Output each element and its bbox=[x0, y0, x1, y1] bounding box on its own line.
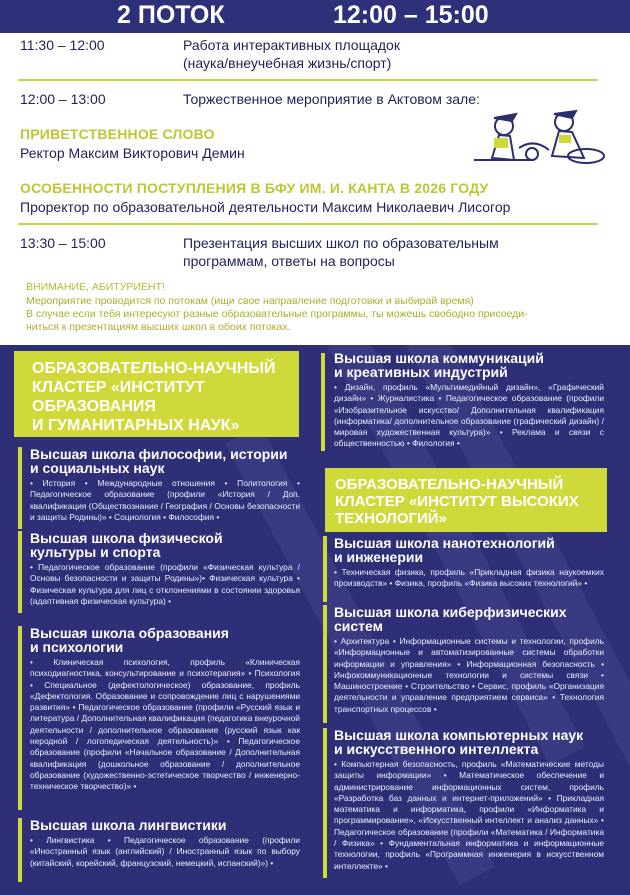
accent-bar bbox=[323, 728, 327, 878]
notice-line-1: Мероприятие проводится по потокам (ищи свое направление подготовки и выбирай время) bbox=[26, 295, 474, 307]
school-title: и искусственного интеллекта bbox=[334, 741, 539, 757]
schedule-text-3a: Презентация высших школ по образовательным bbox=[183, 235, 499, 251]
school-programs: • Клиническая психология, профиль «Клиническая психодиагностика, консультирование и психотерапия» • Психология • Специальное (дефектологическое) образование, профиль «Дефектология. Образование и сопровождение лиц с нарушениями развития» • Педагогическое образование (профили «Русский язык и литература / Дополнительная квалификация (педагогика внеурочной деятельности / дополнительное образование (русский язык как неродной / логопедическая деятельность)» • Педагогическое образование (профили «Начальное образование / Дополнительная квалификация (дошкольное образование / дополнительное образование (художественно-эстетическое творчество / инженерно-техническое творчество)» • bbox=[30, 657, 300, 792]
accent-bar bbox=[18, 818, 22, 882]
accent-bar bbox=[18, 447, 22, 529]
school-programs: • Техническая физика, профиль «Прикладная физика наукоемких производств» • Физика, профиль «Физика высоких технологий» • bbox=[334, 567, 604, 589]
school-card bbox=[334, 351, 604, 450]
school-programs: • Педагогическое образование (профили «Физическая культура / Основы безопасности и защиты Родины»)• Физическая культура • Физическая культура для лиц с отклонениями в состоянии здоровья (адаптивная физическая культура) • bbox=[30, 562, 300, 606]
divider bbox=[18, 79, 598, 81]
school-programs: • Лингвистика • Педагогическое образование (профили «Иностранный язык (английский) / Иностранный язык по выбору (китайский, корейский, французский, немецкий, испанский)») • bbox=[30, 835, 300, 868]
school-title: Высшая школа нанотехнологий bbox=[334, 535, 555, 551]
schedule-text-1a: Работа интерактивных площадок bbox=[183, 37, 400, 53]
schedule-time-3: 13:30 – 15:00 bbox=[20, 235, 106, 251]
welcome-title: ПРИВЕТСТВЕННОЕ СЛОВО bbox=[20, 126, 215, 142]
school-programs: • История • Международные отношения • Политология • Педагогическое образование (профили «История / Доп. квалификация (Обществознание / География / Основы безопасности и защиты Родины)» • Социология • Философия • bbox=[30, 478, 300, 522]
school-title: Высшая школа образования bbox=[30, 625, 229, 641]
schedule-text-3b: программам, ответы на вопросы bbox=[183, 253, 395, 269]
schedule-time-2: 12:00 – 13:00 bbox=[20, 91, 106, 107]
accent-bar bbox=[18, 626, 22, 810]
admission-title: ОСОБЕННОСТИ ПОСТУПЛЕНИЯ В БФУ ИМ. И. КАНТА В 2026 ГОДУ bbox=[20, 180, 489, 196]
school-title: и социальных наук bbox=[30, 460, 165, 476]
cluster-right-l2: КЛАСТЕР «ИНСТИТУТ ВЫСОКИХ bbox=[335, 493, 579, 510]
cluster-left-l4: И ГУМАНИТАРНЫХ НАУК» bbox=[32, 417, 240, 434]
notice-title: ВНИМАНИЕ, АБИТУРИЕНТ! bbox=[26, 281, 165, 293]
accent-bar bbox=[18, 531, 22, 613]
accent-bar bbox=[323, 536, 327, 602]
school-title: систем bbox=[334, 618, 383, 634]
school-title: Высшая школа компьютерных наук bbox=[334, 727, 584, 743]
schedule-time-1: 11:30 – 12:00 bbox=[20, 37, 105, 53]
school-programs: • Дизайн, профиль «Мультимедийный дизайн», «Графический дизайн» • Журналистика • Педагогическое образование (профили «Изобразительное искусство/ Дополнительная квалификация (информатика/ дополнительное образование (графический дизайн) / мировая художественная культура)» • Реклама и связи с общественностью • Филология • bbox=[334, 382, 604, 449]
school-title: Высшая школа киберфизических bbox=[334, 604, 567, 620]
notice-line-3: ниться к презентациям высших школ в обоих потоках. bbox=[26, 321, 291, 333]
admission-speaker: Проректор по образовательной деятельности Максим Николаевич Лисогор bbox=[20, 199, 511, 215]
school-title: и психологии bbox=[30, 639, 124, 655]
schedule-text-1b: (наука/внеучебная жизнь/спорт) bbox=[183, 55, 392, 71]
cluster-right-banner bbox=[325, 468, 607, 532]
school-title: Высшая школа коммуникаций bbox=[334, 350, 544, 366]
cluster-left-l3: ОБРАЗОВАНИЯ bbox=[32, 398, 156, 415]
welcome-speaker: Ректор Максим Викторович Демин bbox=[20, 145, 245, 161]
school-title: и инженерии bbox=[334, 549, 424, 565]
cluster-left-banner bbox=[14, 351, 299, 437]
notice-line-2: В случае если тебя интересуют разные образовательные программы, ты можешь свободно присоеди- bbox=[26, 308, 528, 320]
school-title: и креативных индустрий bbox=[334, 364, 508, 380]
cluster-right-l3: ТЕХНОЛОГИЙ» bbox=[335, 510, 447, 527]
school-card bbox=[30, 531, 300, 607]
school-title: культуры и спорта bbox=[30, 544, 161, 560]
schedule-text-2: Торжественное мероприятие в Актовом зале: bbox=[183, 91, 480, 107]
school-card bbox=[30, 447, 300, 523]
header-bar bbox=[0, 0, 630, 33]
cluster-left-l2: КЛАСТЕР «ИНСТИТУТ bbox=[32, 379, 205, 396]
divider bbox=[18, 223, 598, 225]
accent-bar bbox=[321, 353, 325, 451]
cluster-left-l1: ОБРАЗОВАТЕЛЬНО-НАУЧНЫЙ bbox=[32, 360, 276, 377]
accent-bar bbox=[323, 605, 327, 723]
school-title: Высшая школа лингвистики bbox=[30, 817, 227, 833]
school-card bbox=[334, 536, 604, 590]
stream-label: 2 ПОТОК bbox=[117, 1, 225, 29]
cluster-right-l1: ОБРАЗОВАТЕЛЬНО-НАУЧНЫЙ bbox=[335, 476, 564, 493]
school-card bbox=[334, 728, 604, 872]
school-programs: • Компьютерная безопасность, профиль «Математические методы защиты информации» • Математическое обеспечение и администрирование информационных систем, профиль «Разработка баз данных и интернет-приложений» • Прикладная математика и информатика, профили «Информатика и программирование», «Искусственный интеллект и анализ данных» • Педагогическое образование (профили «Математика / Информатика / Физика» • Фундаментальная информатика и информационные технологии, профиль «Программная инженерия в искусственном интеллекте» • bbox=[334, 759, 604, 871]
students-illustration bbox=[464, 108, 610, 170]
school-card bbox=[30, 818, 300, 869]
school-title: Высшая школа философии, истории bbox=[30, 446, 288, 462]
school-programs: • Архитектура • Информационные системы и технологии, профиль «Информационные и автоматизированные системы обработки информации и управления» • Информационная безопасность • Инфокоммуникационные технологии и системы связи • Машиностроение • Строительство • Сервис, профиль «Организация деятельности и управление предприятием сервиса» • Технология транспортных процессов • bbox=[334, 636, 604, 714]
school-card bbox=[334, 605, 604, 715]
stream-time: 12:00 – 15:00 bbox=[333, 1, 489, 29]
school-card bbox=[30, 626, 300, 793]
school-title: Высшая школа физической bbox=[30, 530, 223, 546]
